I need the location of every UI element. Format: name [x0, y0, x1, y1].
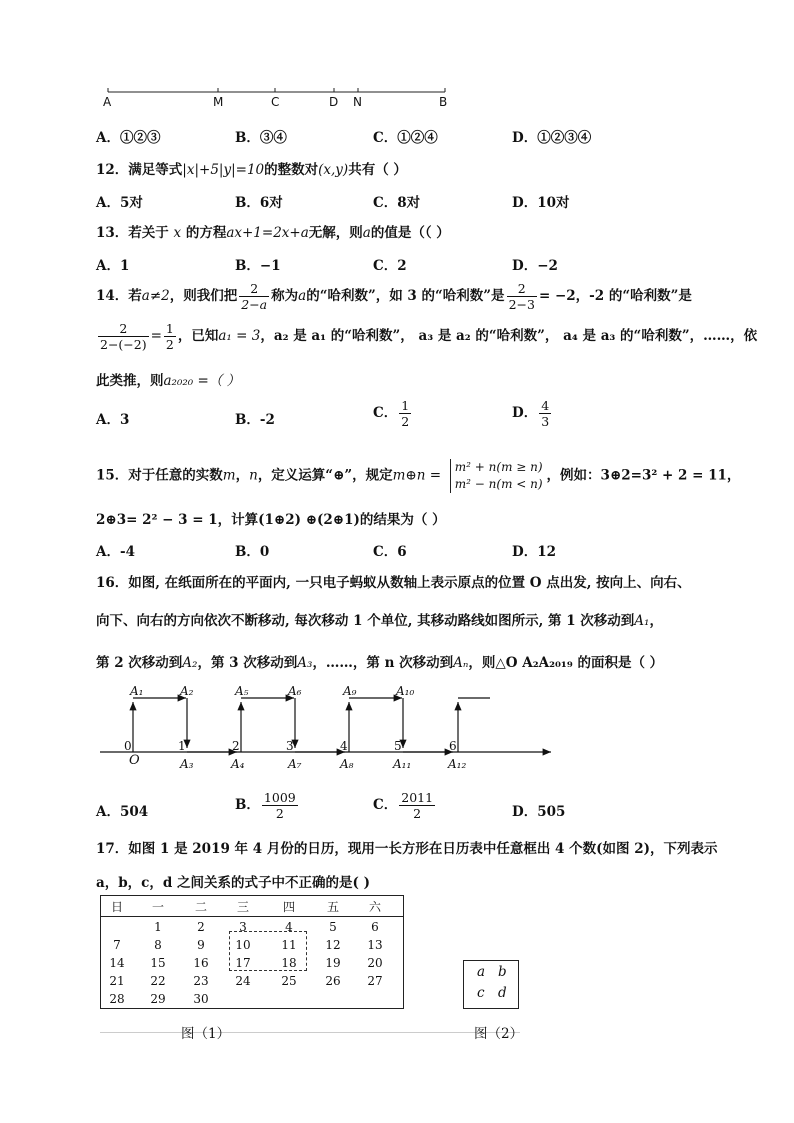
fig-label-a5: A₅	[235, 684, 249, 698]
q17-line1: 17．如图 1 是 2019 年 4 月份的日历，现用一长方形在日历表中任意框出 4 个数(如图 2)，下列表示	[96, 841, 718, 857]
calendar-cell: 12	[325, 938, 341, 952]
seg-label-b: B	[439, 95, 448, 109]
fig-label-a4: A₄	[231, 757, 245, 771]
fig-num-1: 1	[178, 739, 186, 753]
q12-option-a[interactable]: A．5对	[96, 195, 143, 211]
fig2-caption: 图（2）	[474, 1026, 524, 1042]
q15-option-a[interactable]: A．-4	[96, 544, 135, 560]
calendar-cell: 27	[367, 974, 383, 988]
cal-header: 六	[368, 900, 381, 914]
seg-label-a: A	[103, 95, 112, 109]
fig-num-0: 0	[124, 739, 132, 753]
q12-option-b[interactable]: B．6对	[235, 195, 283, 211]
calendar-cell: 23	[193, 974, 209, 988]
calendar-cell: 10	[235, 938, 251, 952]
grid-a: a	[477, 964, 486, 980]
cal-header: 一	[151, 900, 164, 914]
calendar-cell: 5	[329, 920, 337, 934]
q14-option-b[interactable]: B．-2	[235, 412, 275, 428]
calendar-cell: 1	[154, 920, 162, 934]
grid-c: c	[477, 985, 485, 1001]
calendar-cell: 17	[235, 956, 251, 970]
q12-option-c[interactable]: C．8对	[373, 195, 421, 211]
q13-option-c[interactable]: C．2	[373, 258, 407, 274]
calendar-cell: 22	[150, 974, 166, 988]
calendar-cell: 25	[281, 974, 297, 988]
q11-option-a[interactable]: A．①②③	[96, 130, 161, 146]
q13-option-b[interactable]: B．−1	[235, 258, 281, 274]
fig-num-6: 6	[449, 739, 457, 753]
calendar-cell: 3	[239, 920, 247, 934]
q15-option-d[interactable]: D．12	[512, 544, 556, 560]
calendar-cell: 29	[150, 992, 166, 1006]
cal-header: 四	[282, 900, 295, 914]
q14-frac2: $\frac{2}{2-3}$	[508, 281, 535, 312]
q13-option-d[interactable]: D．−2	[512, 258, 558, 274]
calendar-cell: 13	[367, 938, 383, 952]
fig-label-a10: A₁₀	[396, 684, 415, 698]
q16-option-c[interactable]: C． $\frac{2011}{2}$	[373, 790, 434, 821]
q13-option-a[interactable]: A．1	[96, 258, 130, 274]
calendar-cell: 15	[150, 956, 166, 970]
calendar-table	[100, 895, 404, 1009]
calendar-cell: 20	[367, 956, 383, 970]
fig-label-a3: A₃	[180, 757, 194, 771]
q15-option-b[interactable]: B．0	[235, 544, 270, 560]
q11-option-d[interactable]: D．①②③④	[512, 130, 592, 146]
small-grid	[463, 960, 519, 1009]
q14-option-d[interactable]: D． $\frac{4}{3}$	[512, 398, 550, 429]
calendar-cell: 4	[285, 920, 293, 934]
fig-label-a12: A₁₂	[448, 757, 467, 771]
calendar-cell: 18	[281, 956, 297, 970]
q14-option-a[interactable]: A．3	[96, 412, 130, 428]
q15-line1: 15．对于任意的实数m，n，定义运算“⊕”，规定m⊕n = m² + n(m ≥ n) m² − n(m < n) ，例如：3⊕2=3² + 2 = 11，	[96, 460, 741, 491]
grid-d: d	[498, 985, 507, 1001]
grid-b: b	[498, 964, 507, 980]
calendar-cell: 26	[325, 974, 341, 988]
calendar-cell: 8	[154, 938, 162, 952]
q14-frac4: $\frac{1}{2}$	[165, 321, 174, 352]
q15-option-c[interactable]: C．6	[373, 544, 407, 560]
calendar-cell: 28	[109, 992, 125, 1006]
calendar-cell: 9	[197, 938, 205, 952]
cal-header: 日	[110, 900, 123, 914]
fig-num-4: 4	[340, 739, 348, 753]
fig-label-a1: A₁	[130, 684, 144, 698]
calendar-cell: 19	[325, 956, 341, 970]
fig-label-a11: A₁₁	[393, 757, 412, 771]
q11-option-c[interactable]: C．①②④	[373, 130, 438, 146]
q14-frac3: $\frac{2}{2-(-2)}$	[100, 321, 147, 352]
q16-option-b[interactable]: B． $\frac{1009}{2}$	[235, 790, 296, 821]
calendar-cell: 24	[235, 974, 251, 988]
ant-path-figure	[96, 680, 556, 775]
fig-label-a8: A₈	[340, 757, 354, 771]
fig-num-3: 3	[286, 739, 294, 753]
q15-line2: 2⊕3= 2² − 3 = 1，计算(1⊕2) ⊕(2⊕1)的结果为（ ）	[96, 512, 446, 528]
fig-origin-label: O	[129, 753, 140, 768]
calendar-cell: 2	[197, 920, 205, 934]
fig-label-a9: A₉	[343, 684, 357, 698]
q12-stem: 12．满足等式|x|+5|y|=10的整数对(x,y)共有（ ）	[96, 162, 407, 178]
q16-option-a[interactable]: A．504	[96, 804, 149, 820]
q16-line2: 向下、向右的方向依次不断移动, 每次移动 1 个单位, 其移动路线如图所示, 第 1 次移动到A₁，	[96, 613, 663, 629]
calendar-header-row	[101, 898, 403, 918]
fig-num-2: 2	[232, 739, 240, 753]
calendar-cell: 11	[281, 938, 297, 952]
calendar-cell: 6	[371, 920, 379, 934]
q14-line1: 14．若a≠2，则我们把 $\frac{2}{2-a}$ 称为a的“哈利数”，如 3 的“哈利数”是 $\frac{2}{2-3}$ = −2，-2 的“哈利数”是	[96, 281, 692, 312]
selection-box	[229, 931, 307, 971]
calendar-cell: 16	[193, 956, 209, 970]
seg-label-m: M	[213, 95, 224, 109]
cal-header: 三	[236, 900, 249, 914]
q14-line3: 此类推，则a₂₀₂₀ =（ ）	[96, 373, 241, 389]
q14-line2: $\frac{2}{2-(-2)}$ = $\frac{1}{2}$ ，已知a₁ = 3，a₂ 是 a₁ 的“哈利数”， a₃ 是 a₂ 的“哈利数”， a₄ 是 a₃ 的“哈利数”，……，依	[100, 321, 758, 352]
fig-label-a6: A₆	[288, 684, 302, 698]
q16-option-d[interactable]: D．505	[512, 804, 566, 820]
calendar-cell: 30	[193, 992, 209, 1006]
seg-label-c: C	[271, 95, 280, 109]
seg-label-n: N	[353, 95, 362, 109]
calendar-cell: 14	[109, 956, 125, 970]
q12-option-d[interactable]: D．10对	[512, 195, 570, 211]
q16-line3: 第 2 次移动到A₂，第 3 次移动到A₃，……，第 n 次移动到Aₙ，则△O A₂A₂₀₁₉ 的面积是（ ）	[96, 655, 664, 671]
seg-label-d: D	[329, 95, 339, 109]
q11-option-b[interactable]: B．③④	[235, 130, 287, 146]
fig1-caption: 图（1）	[181, 1026, 231, 1042]
q15-piecewise: m² + n(m ≥ n) m² − n(m < n)	[450, 459, 543, 493]
fig-label-a2: A₂	[180, 684, 194, 698]
q13-stem: 13．若关于 x 的方程ax+1=2x+a无解，则a的值是（（ ）	[96, 225, 450, 241]
fig-label-a7: A₇	[288, 757, 302, 771]
calendar-cell: 7	[113, 938, 121, 952]
calendar-cell: 21	[109, 974, 125, 988]
cal-header: 五	[326, 900, 339, 914]
fig-num-5: 5	[394, 739, 402, 753]
cal-header: 二	[194, 900, 207, 914]
q16-line1: 16．如图, 在纸面所在的平面内, 一只电子蚂蚁从数轴上表示原点的位置 O 点出发, 按向上、向右、	[96, 575, 691, 591]
q17-line2: a，b，c，d 之间关系的式子中不正确的是( )	[96, 875, 371, 891]
q14-option-c[interactable]: C． $\frac{1}{2}$	[373, 398, 410, 429]
q14-frac1: $\frac{2}{2-a}$	[241, 281, 268, 312]
